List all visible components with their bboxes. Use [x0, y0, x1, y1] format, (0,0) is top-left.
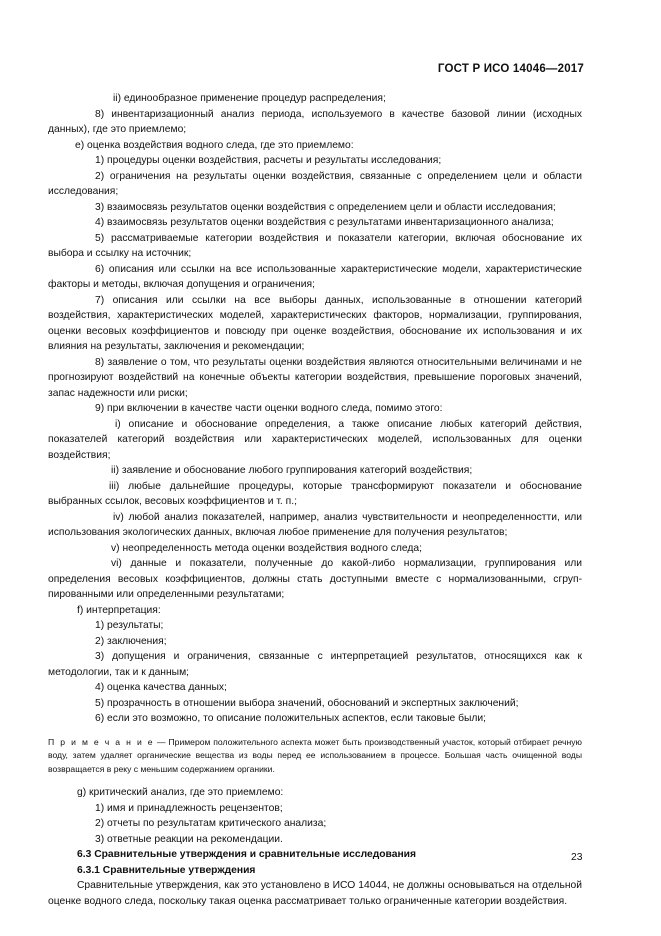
list-item: 5) прозрачность в отношении выбора значений, обоснований и экспертных заключений;	[95, 697, 519, 709]
note-label: П р и м е ч а н и е	[48, 736, 155, 747]
section-heading	[48, 847, 582, 863]
list-item: 5) рассматриваемые категории воздействия и показатели категории, включая обоснование их выбора и ссылку на источник;	[48, 232, 582, 259]
document-header: ГОСТ Р ИСО 14046—2017	[437, 63, 584, 75]
list-item: 8) инвентаризационный анализ периода, используемого в качестве базовой линии (исходных данных), где это приемлемо;	[48, 108, 582, 135]
list-item: 9) при включении в качестве части оценки водного следа, помимо этого:	[95, 403, 443, 414]
list-item: 2) ограничения на результаты оценки воздействия, связанные с определением цели и области исследования;	[48, 170, 582, 197]
list-item: 8) заявление о том, что результаты оценки воздействия являются относительными величинами и не прогнозируют воздействий на конечные объекты категории воздействия, превышение пороговых значений, запас надежности или риски;	[48, 356, 582, 399]
list-item: vi) данные и показатели, полученные до какой-либо нормализации, группирования или определения весовых коэффициентов, должны стать доступными вместе с нормализованными, сгруппированными или определенными результатами;	[48, 558, 582, 600]
list-item: 4) взаимосвязь результатов оценки воздействия с результатами инвентаризационного анализа;	[95, 217, 554, 228]
list-item: iii) любые дальнейшие процедуры, которые трансформируют показатели и обоснование выбранных ссылок, весовых коэффициентов и т. п.;	[48, 480, 582, 507]
list-item: 1) процедуры оценки воздействия, расчеты и результаты исследования;	[95, 155, 442, 166]
list-item: 3) допущения и ограничения, связанные с интерпретацией результатов, относящихся как к методологии, так и к данным;	[48, 651, 582, 678]
list-item: 6) описания или ссылки на все использованные характеристические модели, характеристические факторы и методы, включая допущения и ограничения;	[48, 263, 582, 290]
list-item: 3) ответные реакции на рекомендации.	[95, 833, 283, 845]
list-item: ii) заявление и обоснование любого группирования категорий воздействия;	[111, 465, 473, 476]
list-item: 6) если это возможно, то описание положительных аспектов, если таковые были;	[95, 713, 487, 724]
subsection-number: 6.3.1	[77, 864, 100, 876]
list-item: v) неопределенность метода оценки воздействия водного следа;	[111, 542, 423, 554]
list-item: ii) единообразное применение процедур распределения;	[113, 93, 386, 104]
page-body	[48, 91, 582, 909]
note-text: — Примером положительного аспекта может быть производственный участок, который отбирает речную воду, затем удаляет органические вещества из воды перед ее использованием в процессе. Большая часть очищенной воды возвращается в реку с меньшим содержанием органики.	[48, 736, 582, 774]
list-item: i) описание и обоснование определения, а также описание любых категорий действия, показателей категорий воздействия или характеристических моделей, использованных для оценки воздействия;	[48, 418, 582, 461]
list-item: 2) заключения;	[95, 635, 167, 647]
list-item: g) критический анализ, где это приемлемо:	[77, 787, 284, 798]
section-number: 6.3	[77, 849, 92, 860]
note	[48, 736, 582, 777]
subsection-title: Сравнительные утверждения	[102, 864, 256, 876]
subsection-heading	[48, 863, 582, 879]
list-item: iv) любой анализ показателей, например, анализ чувствительности и неопределенностти, или использования экологических данных, включая любое применение для получения результатов;	[48, 511, 582, 538]
body-paragraph: Сравнительные утверждения, как это установлено в ИСО 14044, не должны основываться на отдельной оценке водного следа, поскольку такая оценка рассматривает только ограниченные категории воздействия.	[48, 880, 582, 907]
section-title: Сравнительные утверждения и сравнительные исследования	[94, 849, 417, 860]
list-item: 3) взаимосвязь результатов оценки воздействия с определением цели и области исследования;	[95, 201, 556, 213]
list-item: 2) отчеты по результатам критического анализа;	[95, 818, 327, 829]
list-item: 1) результаты;	[95, 620, 164, 631]
list-item: е) оценка воздействия водного следа, где это приемлемо:	[75, 139, 354, 151]
list-item: 7) описания или ссылки на все выборы данных, использованные в отношении категорий воздействия, характеристических моделей, характеристических факторов, нормализации, группирования, оценки весовых коэффициентов и повсюду при оценке воздействия, обоснование их использования и их влияния на результаты, заключения и рекомендации;	[48, 294, 582, 352]
list-item: 4) оценка качества данных;	[95, 682, 227, 693]
list-item: f) интерпретация:	[77, 604, 161, 616]
page-number: 23	[571, 852, 583, 863]
list-item: 1) имя и принадлежность рецензентов;	[95, 802, 283, 814]
